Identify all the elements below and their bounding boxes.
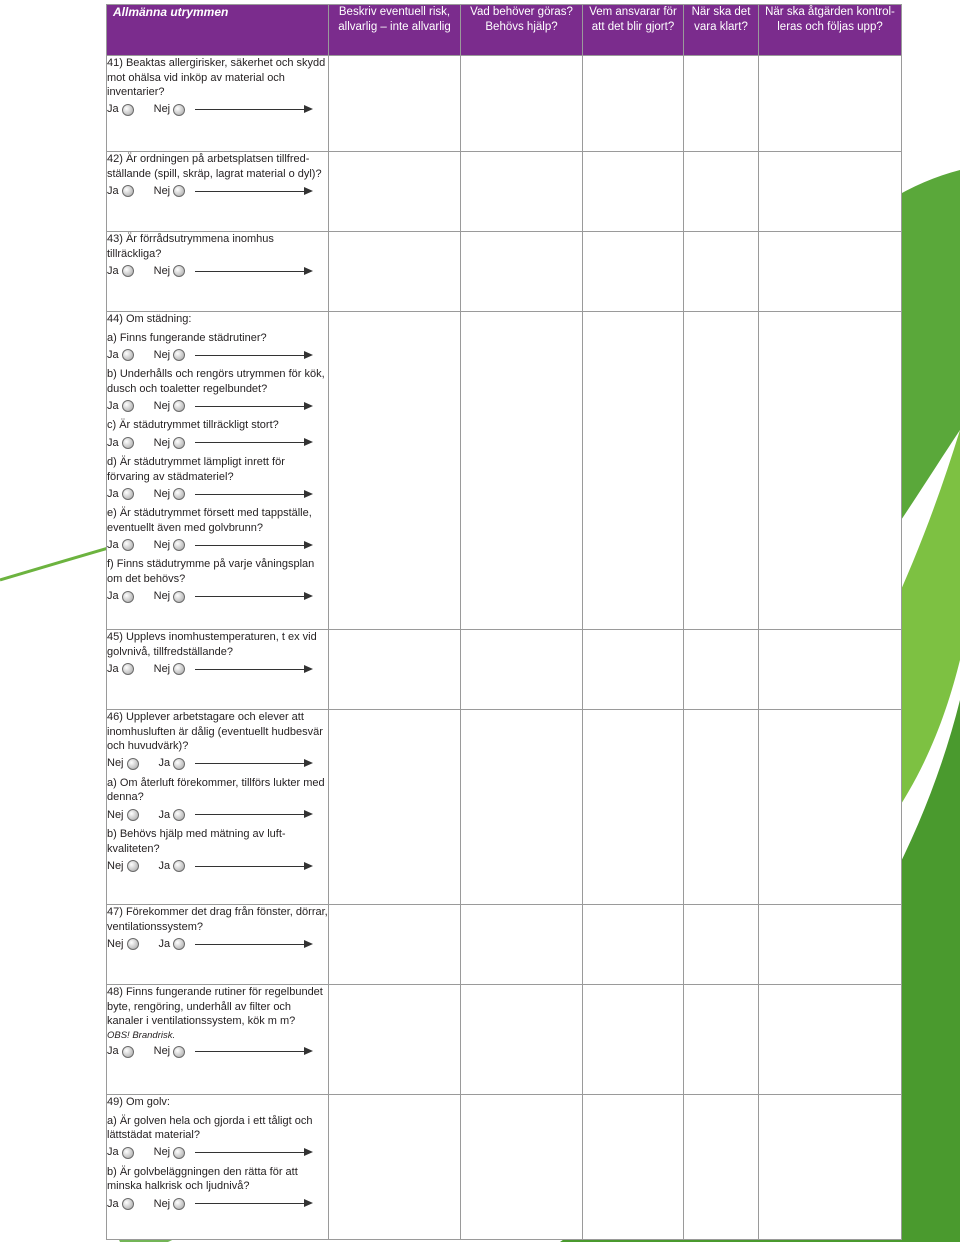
radio-option-1[interactable]	[122, 1046, 134, 1058]
responsible-cell[interactable]	[583, 905, 684, 985]
radio-option-1[interactable]	[122, 185, 134, 197]
answer-options: Ja Nej	[107, 398, 328, 414]
question-row	[107, 1095, 902, 1240]
subquestion-b: b) Är golvbeläggningen den rätta för att minska halkrisk och ljudnivå?	[107, 1165, 298, 1193]
question-text: 47) Förekommer det drag från fönster, dörrar, ventilationssystem?	[107, 906, 328, 933]
responsible-cell[interactable]	[583, 312, 684, 630]
question-text: 45) Upplevs inomhustemperaturen, t ex vid golvnivå, tillfredställande?	[107, 631, 317, 658]
arrow-right-icon	[195, 271, 311, 272]
arrow-right-icon	[195, 814, 311, 815]
risk-cell[interactable]	[329, 630, 461, 710]
radio-option-1[interactable]	[127, 860, 139, 872]
answer-options: Ja Nej	[107, 1196, 328, 1212]
radio-option-2[interactable]	[173, 938, 185, 950]
subquestion-e: e) Är städutrymmet försett med tappställe, eventuellt även med golvbrunn?	[107, 507, 312, 534]
action-cell[interactable]	[461, 152, 583, 232]
answer-options: Ja Nej	[107, 589, 328, 605]
radio-option-2[interactable]	[173, 663, 185, 675]
question-text: 49) Om golv:	[107, 1096, 170, 1108]
header-responsible: Vem ansvarar för att det blir gjort?	[583, 5, 684, 56]
answer-options: Ja Nej	[107, 1044, 328, 1060]
risk-cell[interactable]	[329, 312, 461, 630]
subquestion-d: d) Är städutrymmet lämpligt inrett för förvaring av städmateriel?	[107, 455, 285, 483]
answer-options: Ja Nej	[107, 347, 328, 363]
radio-option-1[interactable]	[122, 663, 134, 675]
subquestion-b: b) Underhålls och rengörs utrymmen för kök, dusch och toaletter regelbundet?	[107, 368, 325, 395]
answer-options: Ja Nej	[107, 1145, 328, 1161]
risk-cell[interactable]	[329, 232, 461, 312]
note-text: OBS! Brandrisk.	[107, 1029, 176, 1041]
arrow-right-icon	[195, 763, 311, 764]
responsible-cell[interactable]	[583, 710, 684, 905]
action-cell[interactable]	[461, 905, 583, 985]
subquestion-a: a) Är golven hela och gjorda i ett tåligt och lättstädat material?	[107, 1114, 313, 1142]
radio-option-2[interactable]	[173, 104, 185, 116]
question-text: 41) Beaktas allergirisker, säkerhet och skydd mot ohälsa vid inköp av material och inventarier?	[107, 57, 326, 99]
radio-option-1[interactable]	[122, 1147, 134, 1159]
radio-option-1[interactable]	[127, 938, 139, 950]
action-cell[interactable]	[461, 56, 583, 152]
deadline-cell[interactable]	[684, 312, 759, 630]
action-cell[interactable]	[461, 710, 583, 905]
responsible-cell[interactable]	[583, 630, 684, 710]
radio-option-1[interactable]	[122, 488, 134, 500]
subquestion-a: a) Om återluft förekommer, tillförs lukter med denna?	[107, 776, 325, 804]
radio-option-2[interactable]	[173, 591, 185, 603]
question-row	[107, 630, 902, 710]
arrow-right-icon	[195, 494, 311, 495]
radio-option-1[interactable]	[122, 349, 134, 361]
deadline-cell[interactable]	[684, 1095, 759, 1240]
radio-option-1[interactable]	[122, 591, 134, 603]
answer-options: Nej Ja	[107, 756, 328, 772]
question-row	[107, 312, 902, 630]
question-text: 48) Finns fungerande rutiner för regelbundet byte, rengöring, underhåll av filter och kanaler i ventilationssystem, kök m m?	[107, 986, 323, 1028]
responsible-cell[interactable]	[583, 232, 684, 312]
question-text: 43) Är förrådsutrymmena inomhus tillräckliga?	[107, 233, 274, 260]
radio-option-2[interactable]	[173, 1046, 185, 1058]
radio-option-2[interactable]	[173, 758, 185, 770]
action-cell[interactable]	[461, 630, 583, 710]
arrow-right-icon	[195, 596, 311, 597]
radio-option-1[interactable]	[122, 437, 134, 449]
answer-options: Ja Nej	[107, 263, 328, 279]
question-text: 44) Om städning:	[107, 313, 192, 325]
subquestion-b: b) Behövs hjälp med mätning av luftkvaliteten?	[107, 827, 286, 855]
radio-option-1[interactable]	[122, 400, 134, 412]
answer-options: Ja Nej	[107, 661, 328, 677]
risk-cell[interactable]	[329, 985, 461, 1095]
deadline-cell[interactable]	[684, 232, 759, 312]
followup-cell[interactable]	[759, 710, 902, 905]
header-risk: Beskriv eventuell risk, allvarlig – inte allvarlig	[329, 5, 461, 56]
radio-option-1[interactable]	[122, 104, 134, 116]
action-cell[interactable]	[461, 312, 583, 630]
risk-cell[interactable]	[329, 152, 461, 232]
arrow-right-icon	[195, 355, 311, 356]
arrow-right-icon	[195, 406, 311, 407]
radio-option-2[interactable]	[173, 1198, 185, 1210]
radio-option-2[interactable]	[173, 488, 185, 500]
radio-option-1[interactable]	[127, 809, 139, 821]
deadline-cell[interactable]	[684, 56, 759, 152]
risk-cell[interactable]	[329, 1095, 461, 1240]
followup-cell[interactable]	[759, 630, 902, 710]
answer-options: Ja Nej	[107, 183, 328, 199]
followup-cell[interactable]	[759, 985, 902, 1095]
followup-cell[interactable]	[759, 1095, 902, 1240]
header-action: Vad behöver göras? Behövs hjälp?	[461, 5, 583, 56]
arrow-right-icon	[195, 669, 311, 670]
followup-cell[interactable]	[759, 905, 902, 985]
radio-option-2[interactable]	[173, 539, 185, 551]
answer-options: Ja Nej	[107, 537, 328, 553]
deadline-cell[interactable]	[684, 152, 759, 232]
answer-options: Nej Ja	[107, 936, 328, 952]
question-row	[107, 905, 902, 985]
subquestion-f: f) Finns städutrymme på varje våningsplan om det behövs?	[107, 558, 315, 585]
arrow-right-icon	[195, 944, 311, 945]
deadline-cell[interactable]	[684, 985, 759, 1095]
followup-cell[interactable]	[759, 56, 902, 152]
responsible-cell[interactable]	[583, 1095, 684, 1240]
radio-option-1[interactable]	[122, 539, 134, 551]
followup-cell[interactable]	[759, 312, 902, 630]
followup-cell[interactable]	[759, 152, 902, 232]
radio-option-2[interactable]	[173, 185, 185, 197]
followup-cell[interactable]	[759, 232, 902, 312]
arrow-right-icon	[195, 866, 311, 867]
deadline-cell[interactable]	[684, 630, 759, 710]
question-row	[107, 710, 902, 905]
question-text: 46) Upplever arbetstagare och elever att inomhusluften är dålig (eventuellt hudbesvär och huvudvärk)?	[107, 711, 323, 753]
radio-option-2[interactable]	[173, 400, 185, 412]
radio-option-2[interactable]	[173, 349, 185, 361]
question-row	[107, 152, 902, 232]
action-cell[interactable]	[461, 985, 583, 1095]
question-text: 42) Är ordningen på arbetsplatsen tillfredställande (spill, skräp, lagrat material o dyl)?	[107, 153, 322, 180]
action-cell[interactable]	[461, 232, 583, 312]
radio-option-2[interactable]	[173, 265, 185, 277]
answer-options: Ja Nej	[107, 102, 328, 118]
risk-cell[interactable]	[329, 56, 461, 152]
subquestion-a: a) Finns fungerande städrutiner?	[107, 331, 267, 344]
radio-option-2[interactable]	[173, 809, 185, 821]
deadline-cell[interactable]	[684, 905, 759, 985]
header-deadline: När ska det vara klart?	[684, 5, 759, 56]
answer-options: Ja Nej	[107, 486, 328, 502]
risk-cell[interactable]	[329, 710, 461, 905]
checklist-sheet	[106, 4, 901, 1240]
checklist-table	[106, 4, 902, 1240]
question-row	[107, 232, 902, 312]
arrow-right-icon	[195, 545, 311, 546]
responsible-cell[interactable]	[583, 985, 684, 1095]
deadline-cell[interactable]	[684, 710, 759, 905]
radio-option-1[interactable]	[122, 265, 134, 277]
answer-options: Ja Nej	[107, 435, 328, 451]
radio-option-2[interactable]	[173, 1147, 185, 1159]
arrow-right-icon	[195, 1051, 311, 1052]
radio-option-2[interactable]	[173, 860, 185, 872]
arrow-right-icon	[195, 442, 311, 443]
radio-option-2[interactable]	[173, 437, 185, 449]
header-followup: När ska åtgärden kontrolleras och följas upp?	[759, 5, 902, 56]
responsible-cell[interactable]	[583, 56, 684, 152]
radio-option-1[interactable]	[122, 1198, 134, 1210]
subquestion-c: c) Är städutrymmet tillräckligt stort?	[107, 419, 279, 432]
action-cell[interactable]	[461, 1095, 583, 1240]
answer-options: Nej Ja	[107, 858, 328, 874]
arrow-right-icon	[195, 109, 311, 110]
arrow-right-icon	[195, 1203, 311, 1204]
section-title: Allmänna utrymmen	[107, 5, 329, 56]
responsible-cell[interactable]	[583, 152, 684, 232]
risk-cell[interactable]	[329, 905, 461, 985]
question-row	[107, 56, 902, 152]
answer-options: Nej Ja	[107, 807, 328, 823]
arrow-right-icon	[195, 1152, 311, 1153]
header-row	[107, 5, 902, 56]
question-row	[107, 985, 902, 1095]
radio-option-1[interactable]	[127, 758, 139, 770]
arrow-right-icon	[195, 191, 311, 192]
